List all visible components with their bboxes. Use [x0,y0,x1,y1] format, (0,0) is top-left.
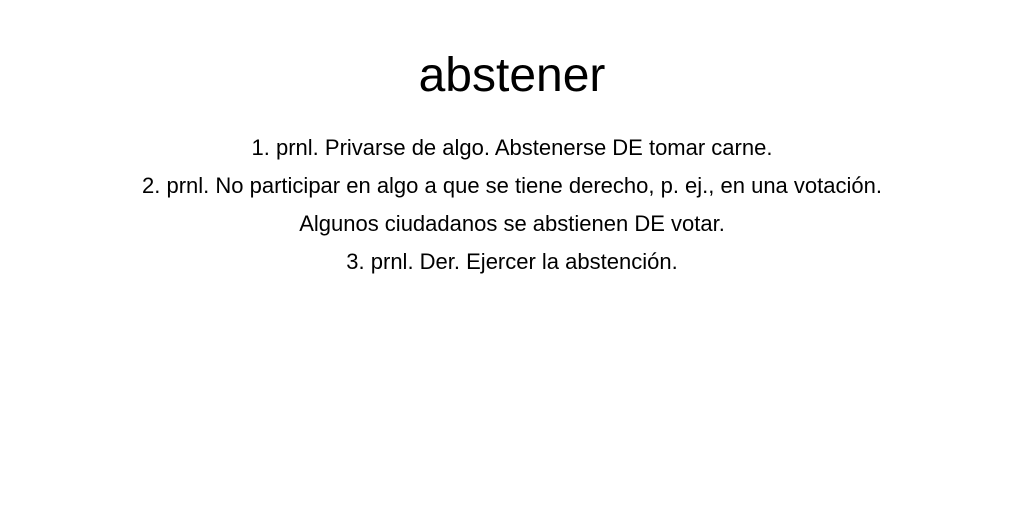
definition-2-example: Algunos ciudadanos se abstienen DE votar. [299,211,725,236]
definition-1-text: 1. prnl. Privarse de algo. Abstenerse DE tomar carne. [251,135,773,160]
definition-3 [0,243,1024,281]
definition-list [0,129,1024,281]
headword: abstener [418,49,606,102]
definition-2 [0,167,1024,243]
definition-1 [0,129,1024,167]
definition-3-text: 3. prnl. Der. Ejercer la abstención. [346,249,678,274]
definition-2-text: 2. prnl. No participar en algo a que se tiene derecho, p. ej., en una votación. [142,173,882,198]
